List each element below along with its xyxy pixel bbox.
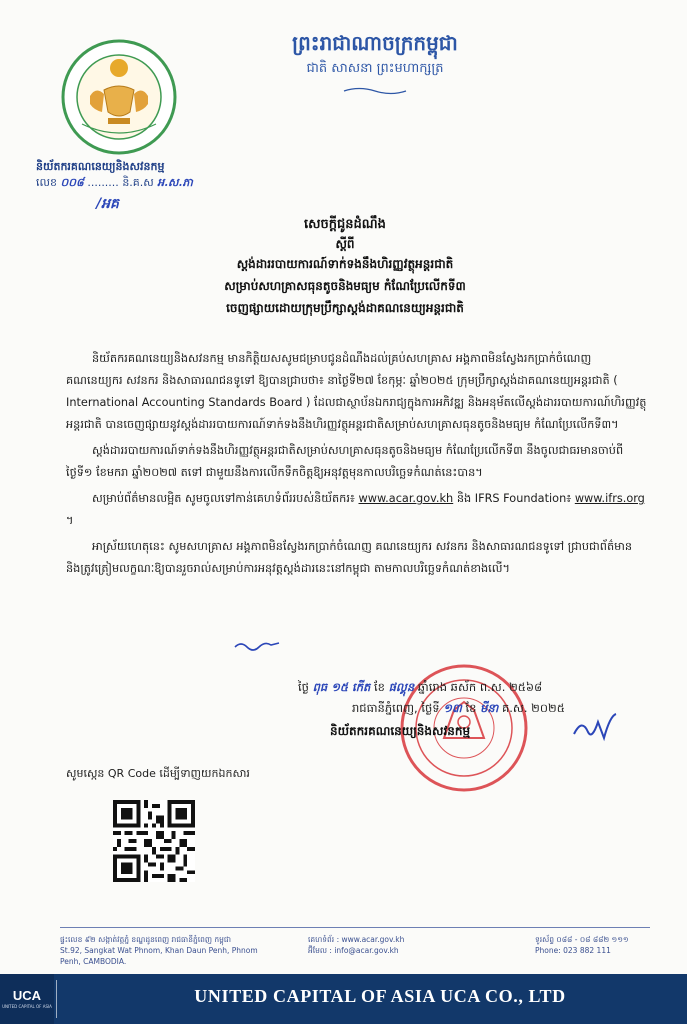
email-line[interactable]: អ៊ីមែល : info@acar.gov.kh	[308, 946, 399, 955]
address-khmer: ផ្ទះលេខ ៩២ សង្កាត់វត្តភ្នំ ខណ្ឌដូនពេញ រាជធានីភ្នំពេញ កម្ពុជា	[60, 935, 232, 944]
lunar-date	[298, 680, 542, 697]
ornament-divider	[342, 86, 408, 96]
lunar-month-label: ខែ	[373, 680, 385, 694]
address-english: St.92, Sangkat Wat Phnom, Khan Daun Penh, Phnom Penh, CAMBODIA.	[60, 946, 258, 966]
p3-mid: និង IFRS Foundation៖	[456, 492, 572, 505]
lunar-day-handwritten: ពុធ ១៥ កើត	[312, 680, 371, 694]
acar-logo	[60, 38, 178, 156]
qr-code[interactable]	[113, 800, 195, 882]
p3-suffix: ។	[66, 514, 74, 527]
gregorian-year: គ.ស. ២០២៥	[501, 701, 565, 715]
notice-body	[66, 348, 648, 580]
notice-title	[130, 215, 560, 319]
acar-website-link[interactable]: www.acar.gov.kh	[358, 492, 454, 505]
phone-english: Phone: 023 882 111	[535, 946, 611, 955]
national-motto: ជាតិ សាសនា ព្រះមហាក្សត្រ	[306, 61, 444, 76]
lunar-prefix: ថ្ងៃ	[298, 680, 309, 694]
lunar-year: ឆ្នាំរោង ឆស័ក ព.ស. ២៥៦៨	[417, 680, 543, 694]
body-paragraph-4: អាស្រ័យហេតុនេះ សូមសហគ្រាស អង្គភាពមិនស្វែងរកប្រាក់ចំណេញ គណនេយ្យករ សវនករ និងសាធារណជនទូទៅ ជ្រាបជាព័ត៌មាន និងត្រូវត្រៀមលក្ខណៈឱ្យបានរួចរាល់សម្រាប់ការអនុវត្តស្តង់ដារនេះនៅកម្ពុជា តាមកាលបរិច្ឆេទកំណត់ខាងលើ។	[66, 540, 633, 575]
day-handwritten: ១៣	[443, 701, 462, 715]
footer-divider	[60, 927, 650, 928]
ref-handwritten-mark: /អគ	[96, 196, 119, 212]
footer-contact	[308, 934, 488, 956]
ref-number-handwritten: ០០៨	[60, 176, 84, 189]
kingdom-heading: ព្រះរាជាណាចក្រកម្ពុជា	[292, 31, 458, 55]
reference-number: លេខ ០០៨ ......... និ.គ.ស អ.ស.ភា	[36, 176, 193, 189]
gregorian-date	[352, 701, 565, 718]
company-name: UNITED CAPITAL OF ASIA UCA CO., LTD	[194, 986, 566, 1006]
website-line[interactable]: គេហទំព័រ : www.acar.gov.kh	[308, 935, 405, 944]
issuing-organization: និយ័តករគណនេយ្យនិងសវនកម្ម	[36, 160, 165, 173]
phone-khmer: ទូរស័ព្ទ ០៨៨ - ០៨ ៨៨២ ១១១	[535, 935, 629, 944]
qr-instruction: សូមស្កេន QR Code ដើម្បីទាញយកឯកសារ	[66, 767, 250, 780]
uca-logo-text: UCA	[12, 988, 42, 1003]
banner-separator	[56, 980, 57, 1018]
month-label: ខែ	[465, 701, 477, 715]
footer-phone	[535, 934, 665, 956]
handwritten-signature	[570, 708, 620, 744]
ref-suffix-handwritten: អ.ស.ភា	[157, 176, 193, 189]
uca-logo-subtext: UNITED CAPITAL OF ASIA	[2, 1004, 52, 1009]
title-line-2: ស្តីពី	[335, 237, 355, 251]
ref-prefix: លេខ	[36, 176, 57, 189]
ref-mid: និ.គ.ស	[122, 176, 154, 189]
body-paragraph-2: ស្តង់ដាររបាយការណ៍ទាក់ទងនឹងហិរញ្ញវត្ថុអន្តរជាតិសម្រាប់សហគ្រាសធុនតូចនិងមធ្យម កំណែប្រែលើកទី៣ នឹងចូលជាធរមានចាប់ពីថ្ងៃទី១ ខែមករា ឆ្នាំ២០២៧ តទៅ ជាមួយនឹងការលើកទឹកចិត្តឱ្យអនុវត្តមុនកាលបរិច្ឆេទកំណត់នេះបាន។	[66, 444, 624, 479]
city-day-label: រាជធានីភ្នំពេញ, ថ្ងៃទី	[352, 701, 440, 715]
lunar-month-handwritten: ផល្គុន	[388, 680, 415, 694]
title-line-4: សម្រាប់សហគ្រាសធុនតូចនិងមធ្យម កំណែប្រែលើកទី៣	[224, 279, 466, 293]
title-line-3: ស្តង់ដាររបាយការណ៍ទាក់ទងនឹងហិរញ្ញវត្ថុអន្តរជាតិ	[236, 257, 454, 271]
signatory-organization: និយ័តករគណនេយ្យនិងសវនកម្ម	[330, 724, 471, 738]
p3-prefix: សម្រាប់ព័ត៌មានលម្អិត សូមចូលទៅកាន់គេហទំព័ររបស់និយ័តករ៖	[92, 492, 355, 505]
title-line-1: សេចក្តីជូនដំណឹង	[304, 217, 386, 232]
body-paragraph-3	[66, 488, 648, 532]
handwritten-scribble	[233, 639, 281, 651]
ifrs-website-link[interactable]: www.ifrs.org	[574, 492, 645, 505]
title-line-5: ចេញផ្សាយដោយក្រុមប្រឹក្សាស្តង់ដាគណនេយ្យអន្តរជាតិ	[226, 301, 464, 315]
body-paragraph-1: និយ័តករគណនេយ្យនិងសវនកម្ម មានកិត្តិយសសូមជម្រាបជូនដំណឹងដល់គ្រប់សហគ្រាស អង្គភាពមិនស្វែងរកប្រាក់ចំណេញ គណនេយ្យករ សវនករ និងសាធារណជនទូទៅ ឱ្យបានជ្រាបថា៖ នាថ្ងៃទី២៧ ខែកុម្ភៈ ឆ្នាំ២០២៥ ក្រុមប្រឹក្សាស្តង់ដាគណនេយ្យអន្តរជាតិ ( International Accounting Standards Board ) ដែលជាស្ថាប័នឯករាជ្យក្នុងការអភិវឌ្ឍ និងអនុម័តលើស្តង់ដាររបាយការណ៍ហិរញ្ញវត្ថុអន្តរជាតិ បានចេញផ្សាយនូវស្តង់ដាររបាយការណ៍ទាក់ទងនឹងហិរញ្ញវត្ថុអន្តរជាតិសម្រាប់សហគ្រាសធុនតូចនិងមធ្យម កំណែប្រែលើកទី៣។	[66, 352, 647, 431]
month-handwritten: មីនា	[480, 701, 499, 715]
footer-address	[60, 934, 280, 967]
